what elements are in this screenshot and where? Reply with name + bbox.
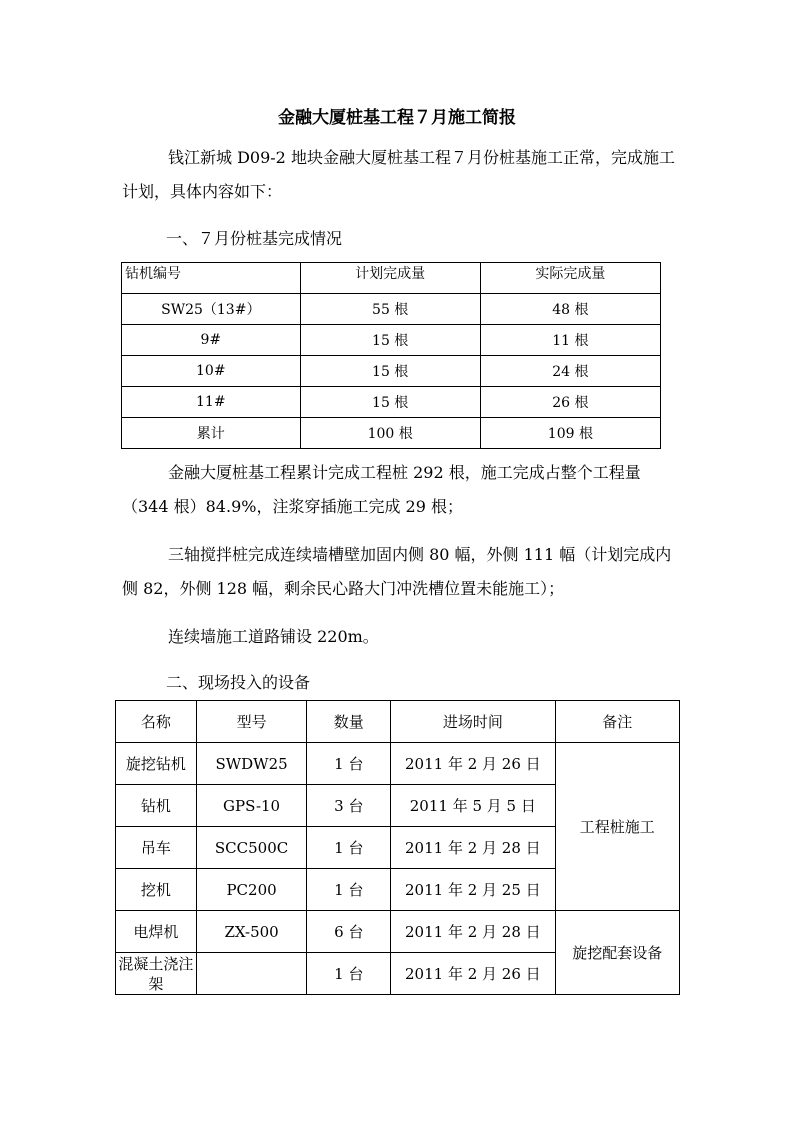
header-actual: 实际完成量	[480, 263, 660, 294]
cell-quantity: 1 台	[307, 869, 391, 911]
cell-planned: 55 根	[300, 294, 480, 325]
cell-name: 钻机	[116, 785, 197, 827]
table-header-row	[116, 701, 680, 743]
cell-model	[196, 953, 307, 995]
table-header-row	[122, 263, 661, 294]
cell-drill: 累计	[122, 418, 301, 449]
header-planned: 计划完成量	[300, 263, 480, 294]
cell-quantity: 1 台	[307, 953, 391, 995]
cell-drill: SW25（13#）	[122, 294, 301, 325]
header-name: 名称	[116, 701, 197, 743]
cell-entry-date: 2011 年 2 月 28 日	[391, 827, 555, 869]
cell-name: 吊车	[116, 827, 197, 869]
paragraph-road: 连续墙施工道路铺设 220m。	[168, 627, 379, 646]
cell-model: SWDW25	[196, 743, 307, 785]
cell-planned: 15 根	[300, 387, 480, 418]
document-title: 金融大厦桩基工程７月施工简报	[278, 108, 516, 128]
section2-heading: 二、现场投入的设备	[166, 673, 311, 692]
cell-actual: 24 根	[480, 356, 660, 387]
cell-actual: 48 根	[480, 294, 660, 325]
intro-paragraph: 钱江新城 D09-2 地块金融大厦桩基工程７月份桩基施工正常，完成施工计划，具体内容如下：	[122, 148, 675, 201]
cell-name: 旋挖钻机	[116, 743, 197, 785]
header-quantity: 数量	[307, 701, 391, 743]
cell-actual: 109 根	[480, 418, 660, 449]
header-model: 型号	[196, 701, 307, 743]
cell-planned: 100 根	[300, 418, 480, 449]
table-row	[122, 387, 661, 418]
table-row	[116, 743, 680, 785]
cell-actual: 11 根	[480, 325, 660, 356]
cell-entry-date: 2011 年 5 月 5 日	[391, 785, 555, 827]
cell-remarks: 工程桩施工	[555, 743, 679, 911]
cell-model: SCC500C	[196, 827, 307, 869]
cell-planned: 15 根	[300, 356, 480, 387]
header-entry-date: 进场时间	[391, 701, 555, 743]
table-row	[122, 325, 661, 356]
table-row	[122, 356, 661, 387]
cell-model: PC200	[196, 869, 307, 911]
cell-quantity: 1 台	[307, 743, 391, 785]
equipment-table	[115, 700, 680, 995]
cell-model: GPS-10	[196, 785, 307, 827]
cell-name: 混凝土浇注架	[116, 953, 197, 995]
cell-drill: 10#	[122, 356, 301, 387]
paragraph-mixing-piles: 三轴搅拌桩完成连续墙槽壁加固内侧 80 幅，外侧 111 幅（计划完成内侧 82，外侧 128 幅，剩余民心路大门冲洗槽位置未能施工）；	[122, 545, 672, 598]
cell-entry-date: 2011 年 2 月 26 日	[391, 953, 555, 995]
header-drill-number: 钻机编号	[122, 263, 301, 294]
cell-drill: 9#	[122, 325, 301, 356]
cell-actual: 26 根	[480, 387, 660, 418]
section1-heading: 一、７月份桩基完成情况	[166, 229, 343, 248]
cell-entry-date: 2011 年 2 月 28 日	[391, 911, 555, 953]
table-row	[122, 418, 661, 449]
cell-quantity: 1 台	[307, 827, 391, 869]
cell-drill: 11#	[122, 387, 301, 418]
cell-quantity: 3 台	[307, 785, 391, 827]
paragraph-cumulative: 金融大厦桩基工程累计完成工程桩 292 根，施工完成占整个工程量（344 根）84.9%，注浆穿插施工完成 29 根；	[122, 463, 641, 516]
cell-quantity: 6 台	[307, 911, 391, 953]
cell-remarks: 旋挖配套设备	[555, 911, 679, 995]
table-row	[122, 294, 661, 325]
cell-name: 电焊机	[116, 911, 197, 953]
cell-model: ZX-500	[196, 911, 307, 953]
header-remarks: 备注	[555, 701, 679, 743]
cell-planned: 15 根	[300, 325, 480, 356]
cell-name: 挖机	[116, 869, 197, 911]
table-row	[116, 911, 680, 953]
cell-entry-date: 2011 年 2 月 25 日	[391, 869, 555, 911]
cell-entry-date: 2011 年 2 月 26 日	[391, 743, 555, 785]
pile-completion-table	[121, 262, 661, 449]
